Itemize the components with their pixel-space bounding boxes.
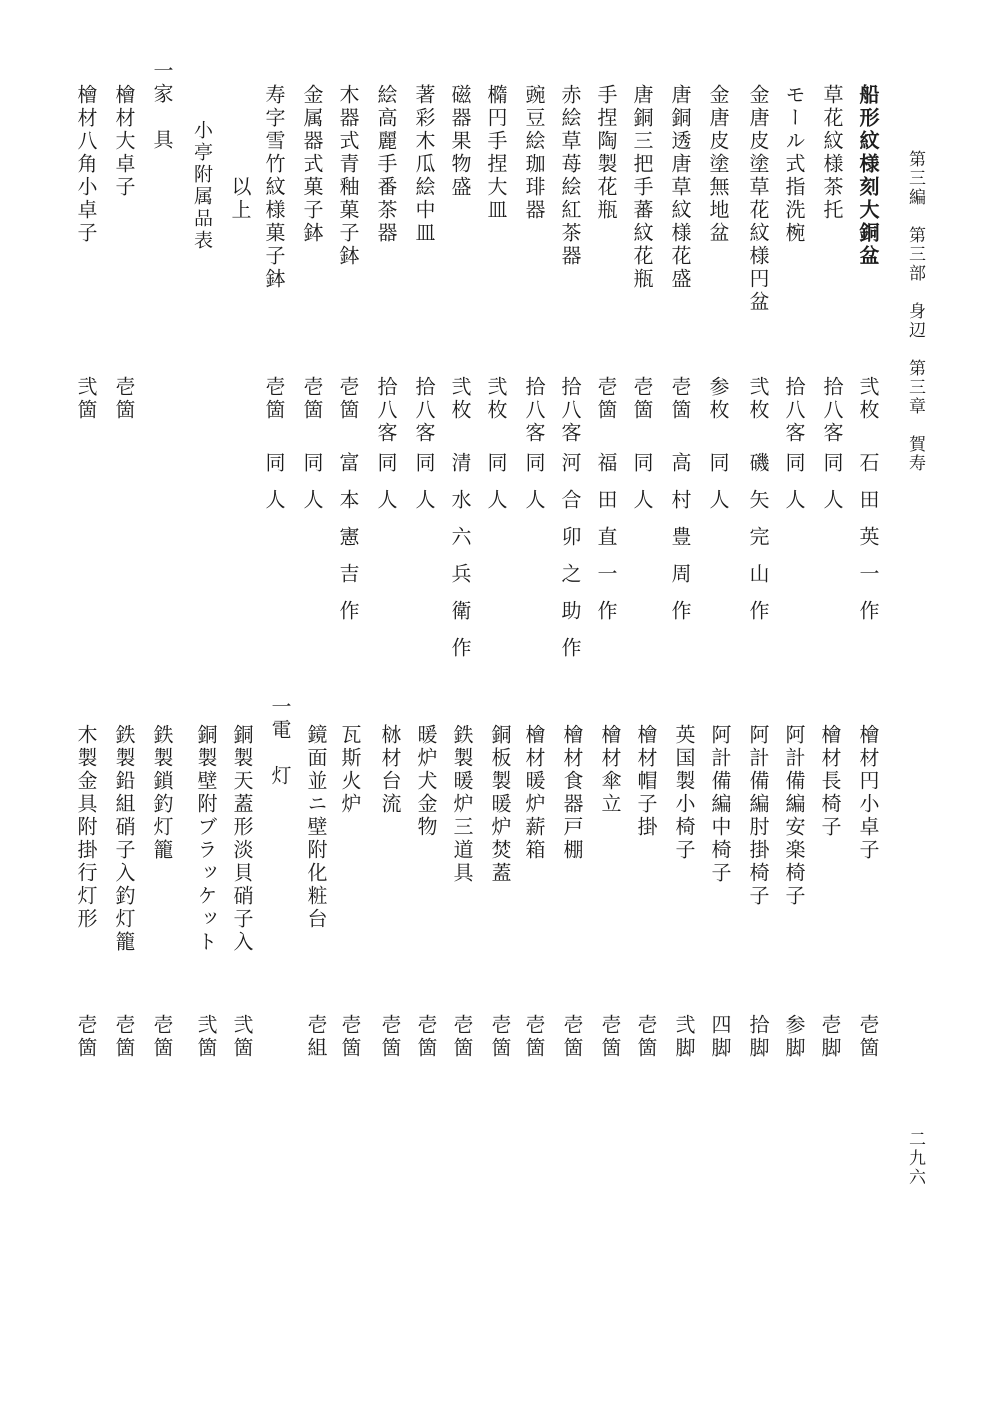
catalog-item-name: 銅板製暖炉焚蓋 [488, 724, 512, 885]
catalog-item-name: 銅製天蓋形淡貝硝子入 [230, 724, 254, 954]
catalog-item-quantity: 弐箇 [194, 1014, 218, 1060]
catalog-item-quantity: 弐箇 [230, 1014, 254, 1060]
catalog-item-name: 栤材台流 [378, 724, 402, 816]
catalog-item-quantity: 弐脚 [672, 1014, 696, 1060]
catalog-item-quantity: 弐枚 [746, 376, 770, 422]
catalog-item-quantity: 壱箇 [450, 1014, 474, 1060]
catalog-item-name: 鉄製鉛組硝子入釣灯籠 [112, 724, 136, 954]
catalog-item-quantity: 拾脚 [746, 1014, 770, 1060]
catalog-item-name: 檜材長椅子 [818, 724, 842, 839]
catalog-item-name: 檜材食器戸棚 [560, 724, 584, 862]
catalog-item-maker: 河合卯之助作 [558, 452, 582, 674]
catalog-item-quantity: 壱箇 [414, 1014, 438, 1060]
catalog-item-name: 木器式青釉菓子鉢 [336, 84, 360, 268]
running-header: 第三編 第三部 身辺 第三章 賀寿 [905, 150, 925, 473]
page-number: 二九六 [905, 1130, 925, 1187]
catalog-item-name: 赤絵草苺絵紅茶器 [558, 84, 582, 268]
appendix-title: 小亭附属品表 [191, 120, 213, 252]
catalog-item-maker: 同人 [706, 452, 730, 526]
catalog-item-name: 檜材暖炉薪箱 [522, 724, 546, 862]
catalog-item-maker: 同人 [630, 452, 654, 526]
catalog-item-name: 檜材傘立 [598, 724, 622, 816]
catalog-item-quantity: 壱箇 [112, 1014, 136, 1060]
catalog-item-quantity: 壱組 [304, 1014, 328, 1060]
catalog-item-name: 豌豆絵珈琲器 [522, 84, 546, 222]
catalog-item-quantity: 拾八客 [782, 376, 806, 445]
catalog-item-quantity: 壱箇 [488, 1014, 512, 1060]
catalog-item-quantity: 壱箇 [300, 376, 324, 422]
section-heading-lighting: 一電 灯 [268, 696, 292, 788]
catalog-item-name: 手捏陶製花瓶 [594, 84, 618, 222]
catalog-item-name: 木製金具附掛行灯形 [74, 724, 98, 931]
catalog-item-name: 鉄製暖炉三道具 [450, 724, 474, 885]
catalog-item-maker: 同人 [300, 452, 324, 526]
catalog-item-quantity: 壱箇 [856, 1014, 880, 1060]
catalog-item-quantity: 壱箇 [560, 1014, 584, 1060]
catalog-item-maker: 高村豊周作 [668, 452, 692, 637]
catalog-item-name: 金唐皮塗無地盆 [706, 84, 730, 245]
catalog-item-quantity: 壱箇 [378, 1014, 402, 1060]
catalog-item-name: 檜材円小卓子 [856, 724, 880, 862]
catalog-item-name: 鉄製鎖釣灯籠 [150, 724, 174, 862]
catalog-item-name: 鏡面並ニ壁附化粧台 [304, 724, 328, 931]
catalog-item-quantity: 弐枚 [484, 376, 508, 422]
catalog-item-name: 檜材八角小卓子 [74, 84, 98, 245]
catalog-item-quantity: 壱箇 [594, 376, 618, 422]
catalog-item-maker: 同人 [484, 452, 508, 526]
catalog-item-name: 草花紋様茶托 [820, 84, 844, 222]
catalog-item-name: 英国製小椅子 [672, 724, 696, 862]
list-end-mark: 以上 [228, 176, 252, 222]
catalog-item-name: モール式指洗椀 [782, 84, 806, 245]
catalog-item-maker: 同人 [782, 452, 806, 526]
section-heading-furniture: 一家 具 [150, 60, 174, 152]
catalog-item-quantity: 壱箇 [598, 1014, 622, 1060]
catalog-item-quantity: 壱箇 [112, 376, 136, 422]
catalog-item-maker: 同人 [522, 452, 546, 526]
catalog-item-maker: 富本憲吉作 [336, 452, 360, 637]
catalog-item-quantity: 弐枚 [856, 376, 880, 422]
catalog-item-maker: 磯矢完山作 [746, 452, 770, 637]
catalog-item-maker: 清水六兵衛作 [448, 452, 472, 674]
catalog-item-quantity: 拾八客 [522, 376, 546, 445]
catalog-item-name: 阿計備編肘掛椅子 [746, 724, 770, 908]
catalog-item-name: 著彩木瓜絵中皿 [412, 84, 436, 245]
catalog-item-quantity: 弐枚 [448, 376, 472, 422]
catalog-item-quantity: 壱箇 [668, 376, 692, 422]
catalog-item-quantity: 参脚 [782, 1014, 806, 1060]
catalog-item-maker: 同人 [374, 452, 398, 526]
catalog-item-quantity: 四脚 [708, 1014, 732, 1060]
catalog-item-quantity: 拾八客 [374, 376, 398, 445]
catalog-item-quantity: 壱箇 [338, 1014, 362, 1060]
catalog-item-name: 銅製壁附ブラッケット [194, 724, 218, 954]
catalog-item-name: 絵高麗手番茶器 [374, 84, 398, 245]
catalog-item-quantity: 壱箇 [150, 1014, 174, 1060]
catalog-item-maker: 石田英一作 [856, 452, 880, 637]
catalog-item-name: 阿計備編安楽椅子 [782, 724, 806, 908]
catalog-item-quantity: 壱箇 [522, 1014, 546, 1060]
catalog-item-name: 檜材大卓子 [112, 84, 136, 199]
catalog-item-quantity: 壱箇 [336, 376, 360, 422]
catalog-item-name: 唐銅透唐草紋様花盛 [668, 84, 692, 291]
catalog-item-quantity: 壱箇 [634, 1014, 658, 1060]
catalog-item-quantity: 弐箇 [74, 376, 98, 422]
catalog-item-name: 金唐皮塗草花紋様円盆 [746, 84, 770, 314]
catalog-item-name: 橢円手捏大皿 [484, 84, 508, 222]
catalog-item-quantity: 壱箇 [74, 1014, 98, 1060]
catalog-item-maker: 福田直一作 [594, 452, 618, 637]
catalog-item-quantity: 壱箇 [630, 376, 654, 422]
catalog-item-name: 船形紋様刻大銅盆 [856, 84, 880, 268]
catalog-item-name: 金属器式菓子鉢 [300, 84, 324, 245]
catalog-item-quantity: 壱箇 [262, 376, 286, 422]
catalog-item-maker: 同人 [262, 452, 286, 526]
catalog-item-quantity: 壱脚 [818, 1014, 842, 1060]
catalog-item-quantity: 拾八客 [558, 376, 582, 445]
catalog-item-name: 瓦斯火炉 [338, 724, 362, 816]
catalog-item-name: 磁器果物盛 [448, 84, 472, 199]
catalog-item-name: 阿計備編中椅子 [708, 724, 732, 885]
catalog-item-name: 暖炉犬金物 [414, 724, 438, 839]
catalog-item-quantity: 拾八客 [820, 376, 844, 445]
catalog-item-maker: 同人 [412, 452, 436, 526]
catalog-item-name: 寿字雪竹紋様菓子鉢 [262, 84, 286, 291]
catalog-item-name: 唐銅三把手蕃紋花瓶 [630, 84, 654, 291]
catalog-item-maker: 同人 [820, 452, 844, 526]
catalog-item-name: 檜材帽子掛 [634, 724, 658, 839]
catalog-item-quantity: 参枚 [706, 376, 730, 422]
catalog-item-quantity: 拾八客 [412, 376, 436, 445]
